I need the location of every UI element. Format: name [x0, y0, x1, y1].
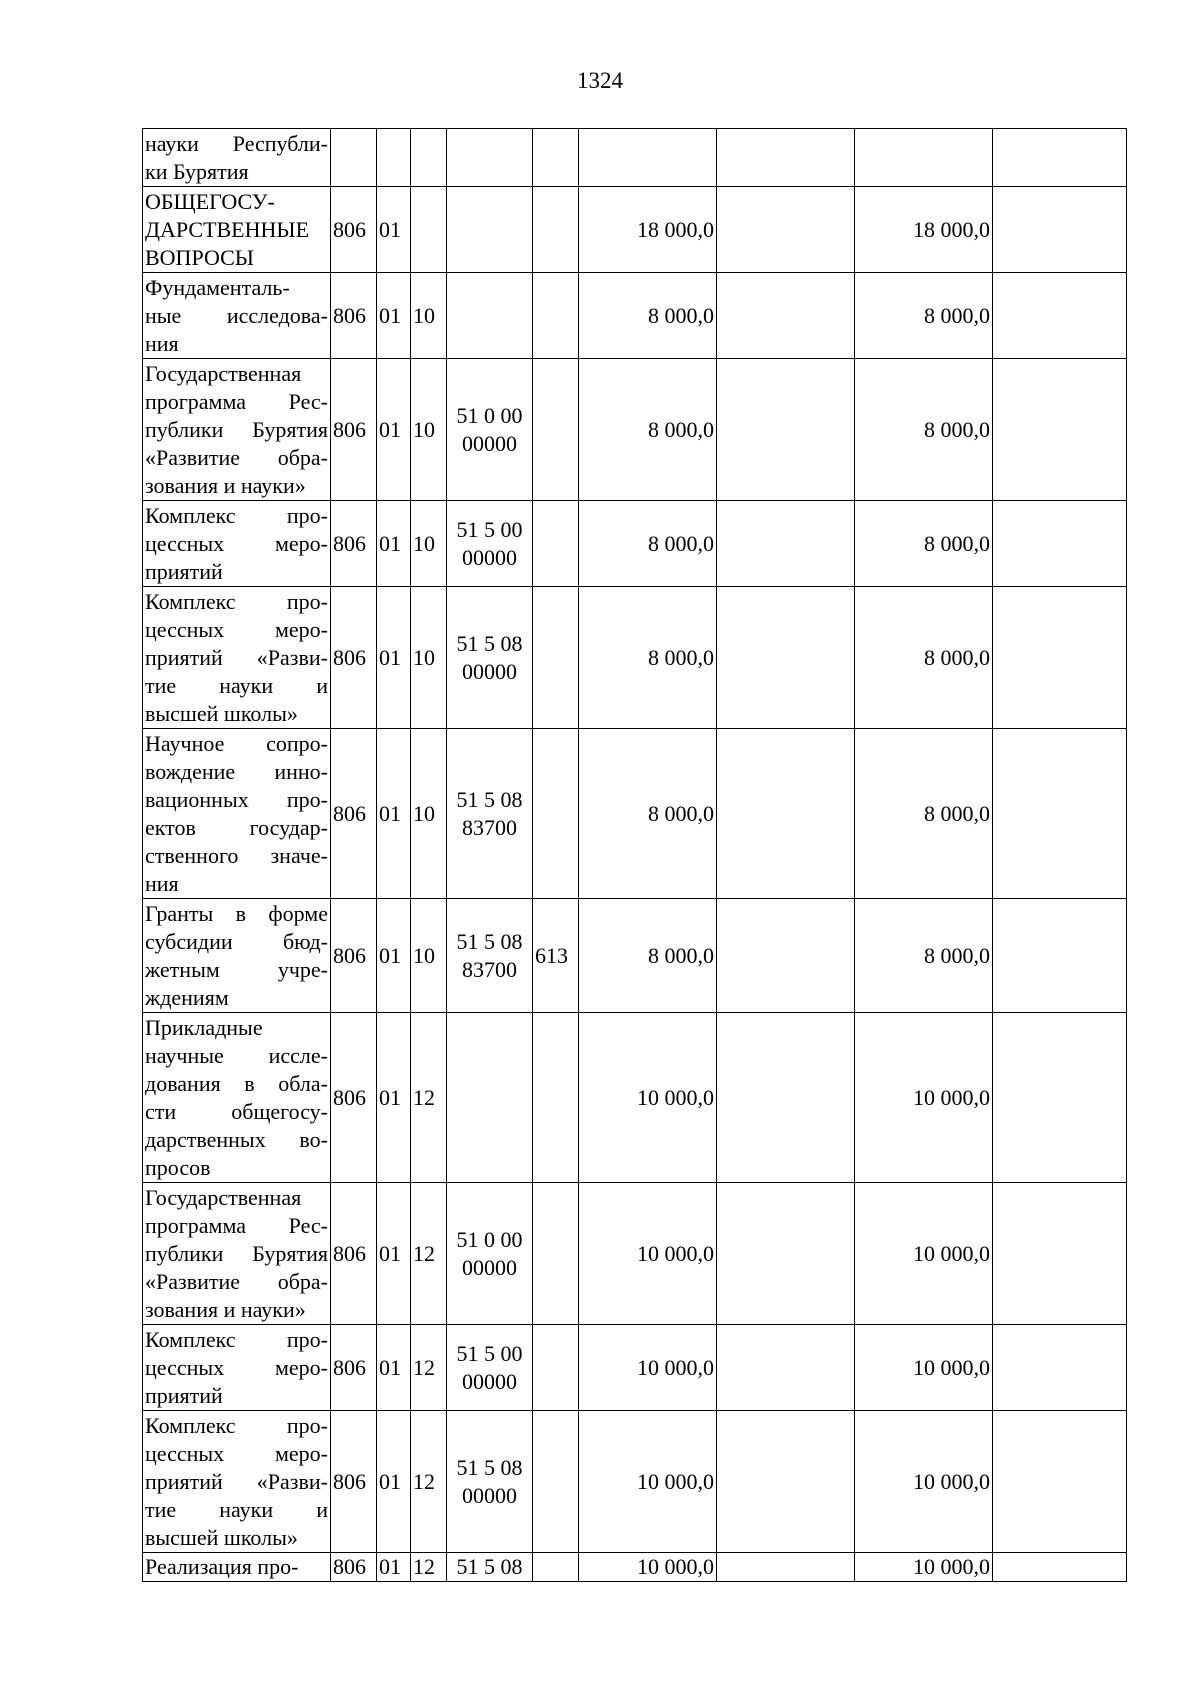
row-name-line: цессных меро- [145, 1354, 328, 1380]
cell-rz: 01 [377, 729, 411, 899]
row-name-line: ВОПРОСЫ [145, 244, 254, 270]
row-name-line: высшей школы» [145, 1524, 298, 1550]
cell-sum4 [993, 1325, 1127, 1411]
cell-rz: 01 [377, 187, 411, 273]
row-name-line: Комплекс про- [145, 1326, 328, 1352]
cell-pr: 10 [411, 359, 447, 501]
cell-sum1: 10 000,0 [579, 1183, 717, 1325]
cell-csr [447, 359, 533, 501]
row-name-line: цессных меро- [145, 530, 328, 556]
cell-pr: 12 [411, 1183, 447, 1325]
table-row [143, 1553, 1127, 1582]
row-name-line: ОБЩЕГОСУ- [145, 188, 275, 214]
cell-sum3: 8 000,0 [855, 501, 993, 587]
cell-csr [447, 899, 533, 1013]
row-name-line: просов [145, 1154, 211, 1180]
row-name-line: сти общегосу- [145, 1098, 328, 1124]
cell-sum1: 8 000,0 [579, 729, 717, 899]
row-name-cell [143, 1411, 331, 1553]
cell-sum1: 8 000,0 [579, 273, 717, 359]
cell-csr [447, 1013, 533, 1183]
row-name-line: субсидии бюд- [145, 928, 328, 954]
cell-csr [447, 729, 533, 899]
row-name-line: высшей школы» [145, 700, 298, 726]
cell-rz: 01 [377, 1325, 411, 1411]
row-name-line: тие науки и [145, 672, 328, 698]
table-row [143, 359, 1127, 501]
cell-sum3: 10 000,0 [855, 1325, 993, 1411]
cell-csr [447, 1553, 533, 1582]
row-name-cell [143, 1183, 331, 1325]
cell-sum3: 8 000,0 [855, 587, 993, 729]
table-row [143, 1325, 1127, 1411]
cell-grbs: 806 [331, 1553, 377, 1582]
cell-sum2 [717, 501, 855, 587]
row-name-line: приятий «Разви- [145, 644, 328, 670]
csr-line: 51 5 00 [456, 1340, 523, 1366]
cell-vr [533, 1183, 579, 1325]
table-row [143, 187, 1127, 273]
cell-vr [533, 587, 579, 729]
cell-vr [533, 1411, 579, 1553]
cell-sum2 [717, 359, 855, 501]
cell-rz: 01 [377, 1183, 411, 1325]
row-name-cell [143, 273, 331, 359]
cell-sum4 [993, 1183, 1127, 1325]
row-name-line: ные исследова- [145, 302, 328, 328]
row-name-line: ния [145, 330, 179, 356]
row-name-line: «Развитие обра- [145, 444, 328, 470]
row-name-line: Комплекс про- [145, 588, 328, 614]
cell-sum4 [993, 729, 1127, 899]
row-name-line: Прикладные [145, 1014, 263, 1040]
cell-sum1: 10 000,0 [579, 1553, 717, 1582]
cell-sum2 [717, 729, 855, 899]
cell-vr [533, 501, 579, 587]
cell-grbs: 806 [331, 729, 377, 899]
row-name-line: Комплекс про- [145, 502, 328, 528]
cell-vr [533, 729, 579, 899]
cell-csr [447, 587, 533, 729]
cell-sum2 [717, 899, 855, 1013]
cell-sum4 [993, 359, 1127, 501]
cell-pr [411, 187, 447, 273]
cell-vr: 613 [533, 899, 579, 1013]
cell-rz: 01 [377, 1553, 411, 1582]
row-name-line: приятий «Разви- [145, 1468, 328, 1494]
csr-line: 51 5 08 [456, 928, 523, 954]
cell-sum4 [993, 587, 1127, 729]
row-name-line: ДАРСТВЕННЫЕ [145, 216, 310, 242]
row-name-line: Научное сопро- [145, 730, 328, 756]
csr-line: 00000 [462, 1254, 517, 1280]
cell-grbs [331, 129, 377, 187]
cell-pr: 12 [411, 1553, 447, 1582]
row-name-line: зования и науки» [145, 1296, 306, 1322]
cell-pr: 10 [411, 501, 447, 587]
cell-rz: 01 [377, 587, 411, 729]
row-name-cell [143, 129, 331, 187]
row-name-cell [143, 587, 331, 729]
cell-sum4 [993, 187, 1127, 273]
cell-rz: 01 [377, 1013, 411, 1183]
cell-rz [377, 129, 411, 187]
cell-csr [447, 1411, 533, 1553]
csr-line: 00000 [462, 658, 517, 684]
cell-sum2 [717, 1553, 855, 1582]
row-name-line: дарственных во- [145, 1126, 328, 1152]
csr-line: 83700 [462, 814, 517, 840]
row-name-line: Государственная [145, 1184, 302, 1210]
cell-grbs: 806 [331, 1325, 377, 1411]
cell-vr [533, 359, 579, 501]
row-name-cell [143, 359, 331, 501]
cell-csr [447, 273, 533, 359]
cell-pr: 10 [411, 899, 447, 1013]
row-name-line: ния [145, 870, 179, 896]
cell-sum4 [993, 899, 1127, 1013]
cell-sum1: 8 000,0 [579, 587, 717, 729]
cell-sum3: 10 000,0 [855, 1183, 993, 1325]
cell-grbs: 806 [331, 359, 377, 501]
cell-sum3: 10 000,0 [855, 1553, 993, 1582]
cell-sum3: 10 000,0 [855, 1411, 993, 1553]
row-name-cell [143, 1325, 331, 1411]
cell-rz: 01 [377, 1411, 411, 1553]
cell-sum4 [993, 1411, 1127, 1553]
cell-grbs: 806 [331, 1183, 377, 1325]
cell-csr [447, 501, 533, 587]
cell-pr: 12 [411, 1411, 447, 1553]
cell-sum1: 8 000,0 [579, 501, 717, 587]
row-name-line: тие науки и [145, 1496, 328, 1522]
cell-sum1: 8 000,0 [579, 359, 717, 501]
row-name-line: ственного значе- [145, 842, 328, 868]
cell-csr [447, 187, 533, 273]
csr-line: 51 5 00 [456, 516, 523, 542]
cell-sum2 [717, 1411, 855, 1553]
cell-pr: 12 [411, 1013, 447, 1183]
budget-table [142, 128, 1127, 1582]
cell-vr [533, 1325, 579, 1411]
cell-sum1: 8 000,0 [579, 899, 717, 1013]
cell-sum1: 18 000,0 [579, 187, 717, 273]
cell-pr [411, 129, 447, 187]
cell-grbs: 806 [331, 1411, 377, 1553]
csr-line: 51 5 08 [456, 786, 523, 812]
cell-vr [533, 187, 579, 273]
row-name-line: Гранты в форме [145, 900, 328, 926]
row-name-line: науки Республи- [145, 130, 328, 156]
cell-grbs: 806 [331, 587, 377, 729]
cell-sum2 [717, 187, 855, 273]
row-name-line: научные иссле- [145, 1042, 328, 1068]
row-name-line: Комплекс про- [145, 1412, 328, 1438]
cell-pr: 10 [411, 587, 447, 729]
row-name-line: жетным учре- [145, 956, 328, 982]
table-row [143, 501, 1127, 587]
row-name-line: зования и науки» [145, 472, 306, 498]
cell-sum4 [993, 1553, 1127, 1582]
cell-pr: 10 [411, 729, 447, 899]
row-name-line: «Развитие обра- [145, 1268, 328, 1294]
cell-sum3: 8 000,0 [855, 273, 993, 359]
row-name-cell [143, 187, 331, 273]
row-name-line: Реализация про- [145, 1554, 299, 1579]
cell-pr: 12 [411, 1325, 447, 1411]
row-name-line: ждениям [145, 984, 229, 1010]
row-name-line: программа Рес- [145, 1212, 328, 1238]
table-row [143, 1183, 1127, 1325]
cell-rz: 01 [377, 359, 411, 501]
cell-csr [447, 1183, 533, 1325]
cell-sum4 [993, 129, 1127, 187]
row-name-cell [143, 1553, 331, 1582]
page-number: 1324 [577, 68, 623, 93]
cell-rz: 01 [377, 273, 411, 359]
cell-vr [533, 273, 579, 359]
row-name-line: вационных про- [145, 786, 328, 812]
csr-line: 00000 [462, 430, 517, 456]
csr-line: 00000 [462, 544, 517, 570]
cell-sum2 [717, 273, 855, 359]
row-name-line: Фундаменталь- [145, 274, 290, 300]
cell-grbs: 806 [331, 273, 377, 359]
cell-sum3: 10 000,0 [855, 1013, 993, 1183]
cell-sum3: 8 000,0 [855, 899, 993, 1013]
row-name-line: ки Бурятия [145, 158, 249, 184]
cell-sum3: 8 000,0 [855, 359, 993, 501]
csr-line: 00000 [462, 1482, 517, 1508]
cell-sum1: 10 000,0 [579, 1411, 717, 1553]
table-row [143, 1411, 1127, 1553]
table-row [143, 587, 1127, 729]
cell-sum1: 10 000,0 [579, 1325, 717, 1411]
cell-vr [533, 129, 579, 187]
row-name-line: программа Рес- [145, 388, 328, 414]
cell-sum4 [993, 1013, 1127, 1183]
csr-line: 51 5 08 [456, 1554, 523, 1579]
csr-line: 51 0 00 [456, 1226, 523, 1252]
cell-pr: 10 [411, 273, 447, 359]
cell-sum2 [717, 1013, 855, 1183]
row-name-cell [143, 729, 331, 899]
table-row [143, 899, 1127, 1013]
cell-sum2 [717, 1183, 855, 1325]
row-name-line: цессных меро- [145, 616, 328, 642]
csr-line: 51 5 08 [456, 1454, 523, 1480]
table-row [143, 729, 1127, 899]
cell-vr [533, 1553, 579, 1582]
cell-sum3: 8 000,0 [855, 729, 993, 899]
cell-csr [447, 1325, 533, 1411]
cell-csr [447, 129, 533, 187]
cell-sum2 [717, 129, 855, 187]
row-name-line: ектов государ- [145, 814, 328, 840]
cell-grbs: 806 [331, 187, 377, 273]
cell-sum2 [717, 587, 855, 729]
table-row [143, 273, 1127, 359]
row-name-line: цессных меро- [145, 1440, 328, 1466]
cell-sum1: 10 000,0 [579, 1013, 717, 1183]
cell-sum3 [855, 129, 993, 187]
row-name-line: приятий [145, 1382, 223, 1408]
csr-line: 83700 [462, 956, 517, 982]
cell-sum2 [717, 1325, 855, 1411]
cell-sum3: 18 000,0 [855, 187, 993, 273]
csr-line: 51 5 08 [456, 630, 523, 656]
row-name-line: приятий [145, 558, 223, 584]
csr-line: 51 0 00 [456, 402, 523, 428]
row-name-line: Государственная [145, 360, 302, 386]
cell-rz: 01 [377, 899, 411, 1013]
row-name-cell [143, 1013, 331, 1183]
row-name-line: дования в обла- [145, 1070, 328, 1096]
cell-grbs: 806 [331, 899, 377, 1013]
cell-sum4 [993, 273, 1127, 359]
csr-line: 00000 [462, 1368, 517, 1394]
cell-vr [533, 1013, 579, 1183]
table-row [143, 129, 1127, 187]
row-name-cell [143, 899, 331, 1013]
cell-sum4 [993, 501, 1127, 587]
cell-grbs: 806 [331, 1013, 377, 1183]
row-name-cell [143, 501, 331, 587]
cell-rz: 01 [377, 501, 411, 587]
row-name-line: публики Бурятия [145, 1240, 328, 1266]
row-name-line: публики Бурятия [145, 416, 328, 442]
cell-grbs: 806 [331, 501, 377, 587]
row-name-line: вождение инно- [145, 758, 328, 784]
table-row [143, 1013, 1127, 1183]
cell-sum1 [579, 129, 717, 187]
